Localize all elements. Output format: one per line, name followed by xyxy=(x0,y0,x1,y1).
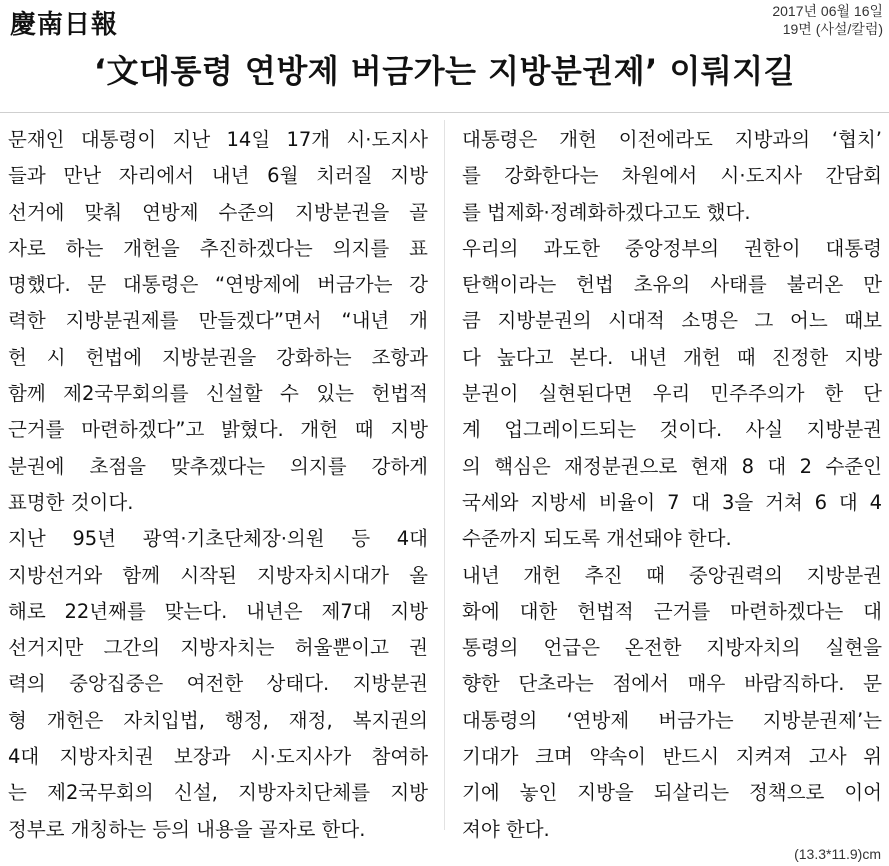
article-line: 대통령의 ‘연방제 버금가는 지방분권제’는 xyxy=(462,708,882,732)
article-line: 의 핵심은 재정분권으로 현재 8 대 2 수준인 xyxy=(462,454,882,478)
article-line: 향한 단초라는 점에서 매우 바람직하다. 문 xyxy=(462,672,882,696)
article-line: 해로 22년째를 맞는다. 내년은 제7대 지방 xyxy=(8,599,428,623)
article-line: 내년 개헌 추진 때 중앙권력의 지방분권 xyxy=(462,563,882,587)
article-column-right xyxy=(462,122,882,848)
article-line: 문재인 대통령이 지난 14일 17개 시·도지사 xyxy=(8,128,428,151)
article-line: 선거지만 그간의 지방자치는 허울뿐이고 권 xyxy=(8,636,428,660)
article-line: 함께 제2국무회의를 신설할 수 있는 헌법적 xyxy=(8,382,428,406)
article-line: 근거를 마련하겠다”고 밝혔다. 개헌 때 지방 xyxy=(8,418,428,442)
article-line: 기대가 크며 약속이 반드시 지켜져 고사 위 xyxy=(462,745,882,769)
article-line: 계 업그레이드되는 것이다. 사실 지방분권 xyxy=(462,418,882,442)
article-size: (13.3*11.9)cm xyxy=(794,846,881,862)
article-line: 탄핵이라는 헌법 초유의 사태를 불러온 만 xyxy=(462,273,882,297)
article-line: 분권이 실현된다면 우리 민주주의가 한 단 xyxy=(462,382,882,406)
article-line: 를 법제화·정례화하겠다고도 했다. xyxy=(462,200,751,224)
article-line: 화에 대한 헌법적 근거를 마련하겠다는 대 xyxy=(462,599,882,623)
article-line: 우리의 과도한 중앙정부의 권한이 대통령 xyxy=(462,236,882,260)
article-line: 통령의 언급은 온전한 지방자치의 실현을 xyxy=(462,636,882,660)
article-line: 력한 지방분권제를 만들겠다”면서 “내년 개 xyxy=(8,309,428,333)
article-line: 형 개헌은 자치입법, 행정, 재정, 복지권의 xyxy=(8,708,428,732)
article-line: 대통령은 개헌 이전에라도 지방과의 ‘협치’ xyxy=(462,128,882,151)
article-line: 명했다. 문 대통령은 “연방제에 버금가는 강 xyxy=(8,273,428,297)
headline-divider xyxy=(0,112,889,113)
article-line: 4대 지방자치권 보장과 시·도지사가 참여하 xyxy=(8,745,428,769)
page-section: 19면 (사설/칼럼) xyxy=(782,21,883,37)
newspaper-logo: 慶南日報 xyxy=(10,10,119,40)
article-line: 다 높다고 본다. 내년 개헌 때 진정한 지방 xyxy=(462,345,882,369)
article-line: 력의 중앙집중은 여전한 상태다. 지방분권 xyxy=(8,672,428,696)
article-line: 지방선거와 함께 시작된 지방자치시대가 올 xyxy=(8,563,428,587)
article-line: 표명한 것이다. xyxy=(8,490,134,514)
article-column-left xyxy=(8,122,428,848)
article-line: 는 제2국무회의 신설, 지방자치단체를 지방 xyxy=(8,781,428,805)
article-line: 를 강화한다는 차원에서 시·도지사 간담회 xyxy=(462,164,882,188)
article-line: 국세와 지방세 비율이 7 대 3을 거쳐 6 대 4 xyxy=(462,490,882,514)
article-line: 선거에 맞춰 연방제 수준의 지방분권을 골 xyxy=(8,200,428,224)
article-line: 들과 만난 자리에서 내년 6월 치러질 지방 xyxy=(8,164,428,188)
article-headline: ‘文대통령 연방제 버금가는 지방분권제’ 이뤄지길 xyxy=(93,52,796,90)
article-line: 수준까지 되도록 개선돼야 한다. xyxy=(462,527,732,551)
article-line: 져야 한다. xyxy=(462,817,550,841)
article-line: 분권에 초점을 맞추겠다는 의지를 강하게 xyxy=(8,454,428,478)
publication-meta xyxy=(772,2,883,38)
column-divider xyxy=(444,120,445,830)
article-line: 정부로 개칭하는 등의 내용을 골자로 한다. xyxy=(8,817,366,841)
publication-date: 2017년 06월 16일 xyxy=(772,3,883,19)
article-line: 지난 95년 광역·기초단체장·의원 등 4대 xyxy=(8,527,428,551)
article-line: 자로 하는 개헌을 추진하겠다는 의지를 표 xyxy=(8,236,428,260)
article-line: 헌 시 헌법에 지방분권을 강화하는 조항과 xyxy=(8,345,428,369)
article-line: 큼 지방분권의 시대적 소명은 그 어느 때보 xyxy=(462,309,882,333)
article-line: 기에 놓인 지방을 되살리는 정책으로 이어 xyxy=(462,781,882,805)
